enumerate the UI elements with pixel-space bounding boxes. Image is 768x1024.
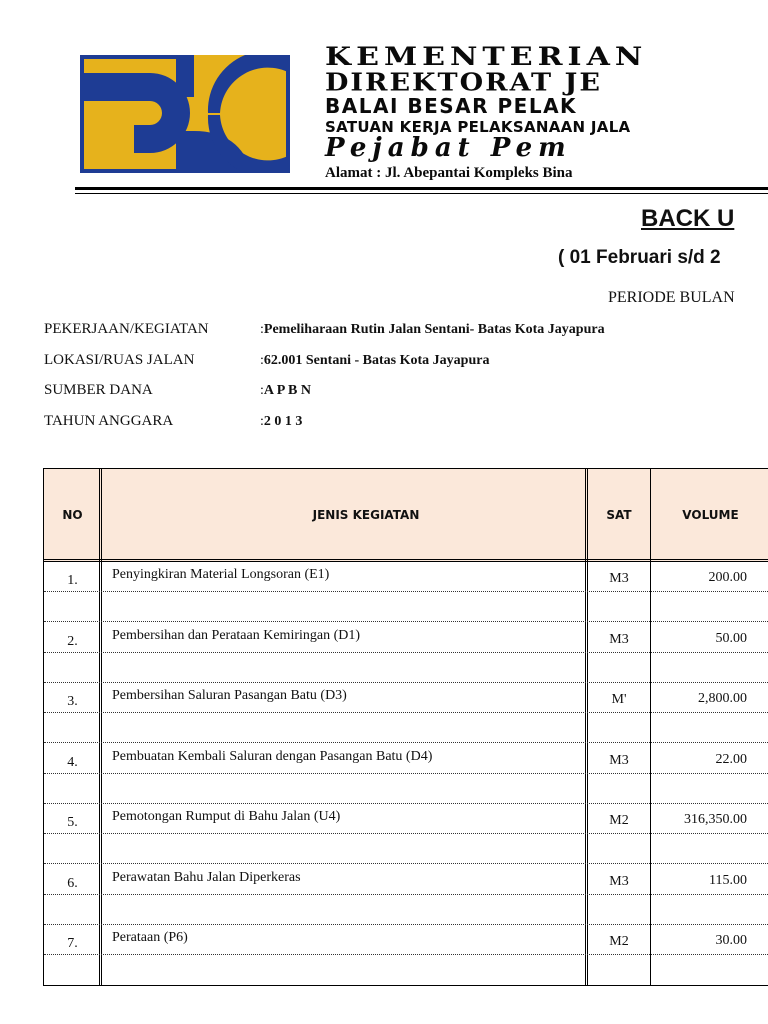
row-volume: 316,350.00 [684,812,747,827]
info-value-pekerjaan: :Pemeliharaan Rutin Jalan Sentani- Batas Kota Jayapura [260,322,605,337]
info-value-text: A P B N [263,383,311,398]
letterhead-rule-thick [75,187,768,190]
document-date-range: ( 01 Februari s/d 2 [558,247,721,268]
column-divider [650,469,651,985]
row-no: 7. [67,936,78,951]
column-divider [585,469,588,985]
row-no: 6. [67,875,78,891]
row-jenis-kegiatan: Pemotongan Rumput di Bahu Jalan (U4) [112,809,341,824]
row-divider [44,833,768,834]
row-no: 4. [67,754,78,770]
row-jenis-kegiatan: Pembersihan dan Perataan Kemiringan (D1) [112,627,361,643]
row-jenis-kegiatan: Perawatan Bahu Jalan Diperkeras [112,869,301,885]
header-volume: VOLUME [682,508,739,522]
header-no: NO [62,508,83,522]
row-sat: M3 [609,571,629,586]
document-period: PERIODE BULAN [608,289,735,306]
document-title: BACK U [641,205,735,232]
row-divider [44,712,768,713]
row-no: 3. [67,694,78,709]
row-divider [44,742,768,743]
ministry-logo [80,55,290,173]
row-divider [44,863,768,864]
info-value-tahun-anggaran: :2 0 1 3 [260,414,303,429]
row-volume: 200.00 [708,570,747,585]
letterhead-rule-thin [75,193,768,194]
row-jenis-kegiatan: Pembuatan Kembali Saluran dengan Pasangan Batu (D4) [112,748,433,764]
row-divider [44,652,768,653]
info-label-pekerjaan: PEKERJAAN/KEGIATAN [44,321,209,337]
row-divider [44,682,768,683]
row-volume: 50.00 [715,630,747,646]
row-volume: 115.00 [709,872,747,888]
letterhead-line-4: SATUAN KERJA PELAKSANAAN JALA [325,118,631,136]
column-divider [99,469,102,985]
row-divider [44,803,768,804]
letterhead-line-3: BALAI BESAR PELAK [325,94,578,118]
row-sat: M3 [609,631,629,647]
row-sat: M' [611,692,627,707]
header-jenis-kegiatan: JENIS KEGIATAN [312,508,420,522]
row-no: 5. [67,815,78,830]
letterhead-line-2: DIREKTORAT JE [325,69,602,97]
row-sat: M3 [609,752,629,768]
row-no: 1. [67,573,78,588]
row-no: 2. [67,633,78,649]
info-value-lokasi: :62.001 Sentani - Batas Kota Jayapura [260,353,490,368]
row-divider [44,591,768,592]
row-divider [44,924,768,925]
row-volume: 30.00 [715,933,747,948]
info-label-sumber-dana: SUMBER DANA [44,382,153,398]
row-divider [44,894,768,895]
row-sat: M2 [609,813,629,828]
info-label-tahun-anggaran: TAHUN ANGGARA [44,413,174,429]
letterhead-line-5: Pejabat Pem [325,133,572,163]
row-sat: M2 [609,934,629,949]
info-value-text: 2 0 1 3 [263,414,303,429]
row-divider [44,773,768,774]
row-divider [44,954,768,955]
work-items-table [43,468,768,986]
row-jenis-kegiatan: Perataan (P6) [112,930,188,945]
row-divider [44,621,768,622]
header-sat: SAT [606,508,632,522]
info-value-text: 62.001 Sentani - Batas Kota Jayapura [263,353,490,368]
info-value-text: Pemeliharaan Rutin Jalan Sentani- Batas Kota Jayapura [263,322,605,337]
row-volume: 22.00 [715,751,747,767]
letterhead-line-1: KEMENTERIAN [325,42,648,72]
info-label-lokasi: LOKASI/RUAS JALAN [44,352,195,368]
row-jenis-kegiatan: Pembersihan Saluran Pasangan Batu (D3) [112,688,347,703]
info-value-sumber-dana: :A P B N [260,383,311,398]
header-divider [44,559,768,562]
letterhead-address: Alamat : Jl. Abepantai Kompleks Bina [325,165,573,181]
row-jenis-kegiatan: Penyingkiran Material Longsoran (E1) [112,567,330,582]
row-sat: M3 [609,873,629,889]
row-volume: 2,800.00 [698,691,747,706]
